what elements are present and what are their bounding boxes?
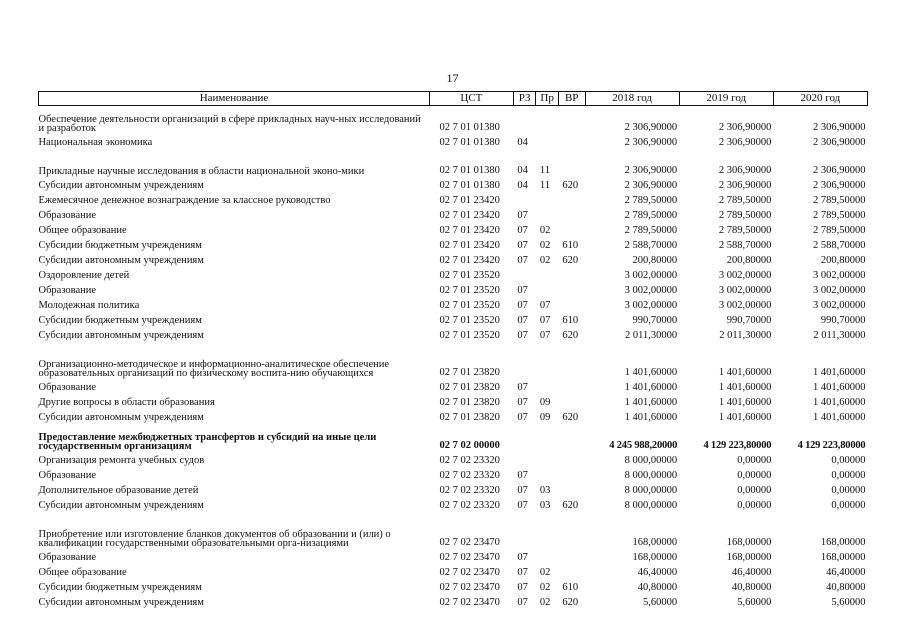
cell-y2018: 168,00000 bbox=[632, 537, 678, 548]
cell-vr bbox=[558, 106, 585, 134]
cell-vr bbox=[558, 394, 585, 409]
cell-name: Прикладные научные исследования в области национальной эконо-мики bbox=[38, 166, 365, 177]
cell-vr bbox=[558, 452, 585, 467]
cell-vr bbox=[558, 297, 585, 312]
cell-y2018: 2 789,50000 bbox=[624, 225, 678, 236]
header-name: Наименование bbox=[39, 92, 430, 106]
cell-cst: 02 7 02 23470 bbox=[439, 597, 500, 608]
table-row bbox=[39, 579, 868, 594]
header-2018: 2018 год bbox=[585, 92, 679, 106]
cell-cst: 02 7 01 23420 bbox=[439, 210, 500, 221]
cell-vr bbox=[558, 342, 585, 379]
cell-y2020: 200,80000 bbox=[820, 255, 866, 266]
cell-pr: 02 bbox=[539, 597, 551, 608]
cell-y2020: 40,80000 bbox=[826, 582, 866, 593]
cell-y2018: 2 011,30000 bbox=[625, 330, 678, 341]
cell-y2019: 2 011,30000 bbox=[719, 330, 772, 341]
cell-rz bbox=[513, 267, 536, 282]
cell-pr: 02 bbox=[539, 240, 551, 251]
cell-name: Общее образование bbox=[38, 567, 127, 578]
cell-rz: 07 bbox=[517, 285, 528, 296]
cell-rz: 07 bbox=[517, 412, 528, 423]
cell-cst: 02 7 01 23520 bbox=[439, 270, 500, 281]
cell-y2018: 40,80000 bbox=[637, 582, 678, 593]
table-row bbox=[39, 106, 868, 134]
cell-rz: 04 bbox=[517, 137, 528, 148]
table-row bbox=[39, 297, 868, 312]
cell-y2018: 1 401,60000 bbox=[624, 397, 678, 408]
cell-y2018: 8 000,00000 bbox=[624, 470, 678, 481]
cell-y2020: 1 401,60000 bbox=[813, 412, 866, 423]
cell-pr: 02 bbox=[539, 225, 551, 236]
cell-y2019: 3 002,00000 bbox=[718, 285, 772, 296]
cell-y2019: 2 306,90000 bbox=[718, 180, 772, 191]
cell-name: Субсидии бюджетным учреждениям bbox=[38, 582, 202, 593]
cell-name: Другие вопросы в области образования bbox=[38, 397, 215, 408]
cell-y2018: 2 306,90000 bbox=[624, 165, 678, 176]
cell-pr bbox=[536, 467, 559, 482]
cell-vr: 610 bbox=[562, 240, 579, 251]
cell-y2018: 4 245 988,20000 bbox=[609, 440, 678, 451]
cell-y2019: 1 401,60000 bbox=[718, 382, 772, 393]
cell-y2018: 2 588,70000 bbox=[624, 240, 678, 251]
cell-name: Общее образование bbox=[38, 225, 127, 236]
cell-vr bbox=[558, 482, 585, 497]
cell-y2019: 3 002,00000 bbox=[718, 270, 772, 281]
cell-y2020: 2 011,30000 bbox=[813, 330, 866, 341]
page-number: 17 bbox=[446, 71, 459, 85]
cell-y2020: 2 789,50000 bbox=[813, 195, 866, 206]
cell-y2019: 2 588,70000 bbox=[718, 240, 772, 251]
table-row bbox=[39, 134, 868, 149]
cell-cst: 02 7 01 23520 bbox=[439, 300, 500, 311]
cell-y2020: 3 002,00000 bbox=[813, 285, 866, 296]
cell-y2020: 3 002,00000 bbox=[813, 270, 866, 281]
cell-cst: 02 7 01 23520 bbox=[439, 315, 500, 326]
cell-y2020: 0,00000 bbox=[831, 500, 866, 511]
cell-y2019: 2 306,90000 bbox=[718, 165, 772, 176]
cell-y2019: 1 401,60000 bbox=[718, 397, 772, 408]
cell-y2019: 2 789,50000 bbox=[718, 195, 772, 206]
cell-pr bbox=[536, 267, 559, 282]
cell-vr bbox=[558, 564, 585, 579]
cell-vr bbox=[558, 192, 585, 207]
cell-pr: 02 bbox=[539, 567, 551, 578]
cell-y2018: 1 401,60000 bbox=[624, 412, 678, 423]
table-row bbox=[39, 252, 868, 267]
cell-y2018: 3 002,00000 bbox=[624, 270, 678, 281]
cell-y2019: 990,70000 bbox=[726, 315, 772, 326]
cell-y2019: 3 002,00000 bbox=[718, 300, 772, 311]
cell-rz: 07 bbox=[517, 382, 528, 393]
cell-pr: 09 bbox=[539, 412, 551, 423]
cell-cst: 02 7 01 23820 bbox=[439, 367, 500, 378]
table-header-row bbox=[39, 92, 868, 106]
cell-pr: 07 bbox=[539, 300, 551, 311]
cell-rz: 07 bbox=[517, 255, 528, 266]
cell-rz bbox=[513, 192, 536, 207]
cell-rz: 07 bbox=[517, 597, 528, 608]
header-pr: Пр bbox=[536, 92, 559, 106]
cell-rz bbox=[513, 342, 536, 379]
cell-y2018: 8 000,00000 bbox=[624, 455, 678, 466]
cell-y2019: 4 129 223,80000 bbox=[703, 440, 772, 451]
cell-y2020: 2 789,50000 bbox=[813, 210, 866, 221]
cell-rz: 07 bbox=[517, 500, 528, 511]
cell-cst: 02 7 01 23420 bbox=[439, 240, 500, 251]
cell-rz bbox=[513, 452, 536, 467]
table-row bbox=[39, 424, 868, 452]
cell-cst: 02 7 01 23420 bbox=[439, 255, 500, 266]
cell-pr bbox=[536, 207, 559, 222]
cell-name: Организация ремонта учебных судов bbox=[38, 455, 205, 466]
cell-y2018: 8 000,00000 bbox=[624, 500, 678, 511]
cell-y2020: 1 401,60000 bbox=[813, 367, 866, 378]
cell-y2020: 0,00000 bbox=[831, 485, 866, 496]
cell-rz: 07 bbox=[517, 315, 528, 326]
cell-name: Субсидии автономным учреждениям bbox=[38, 180, 204, 191]
cell-vr: 620 bbox=[562, 180, 579, 191]
cell-y2018: 2 306,90000 bbox=[624, 180, 678, 191]
cell-pr bbox=[536, 512, 559, 549]
cell-name: Образование bbox=[38, 285, 97, 296]
cell-y2020: 2 306,90000 bbox=[813, 122, 866, 133]
cell-pr bbox=[536, 342, 559, 379]
cell-cst: 02 7 01 23520 bbox=[439, 330, 500, 341]
cell-name: Субсидии автономным учреждениям bbox=[38, 597, 204, 608]
cell-y2019: 0,00000 bbox=[737, 485, 772, 496]
cell-name: Дополнительное образование детей bbox=[38, 485, 199, 496]
header-cst: ЦСТ bbox=[429, 92, 513, 106]
cell-name: Образование bbox=[38, 382, 97, 393]
cell-y2019: 168,00000 bbox=[726, 552, 772, 563]
cell-name: Обеспечение деятельности организаций в сфере прикладных науч-ных исследований и разработок bbox=[38, 113, 421, 134]
table-row bbox=[39, 327, 868, 342]
cell-y2020: 2 588,70000 bbox=[813, 240, 866, 251]
cell-y2018: 3 002,00000 bbox=[624, 300, 678, 311]
table-row bbox=[39, 467, 868, 482]
cell-vr bbox=[558, 467, 585, 482]
cell-y2020: 2 306,90000 bbox=[813, 137, 866, 148]
cell-name: Приобретение или изготовление бланков документов об образовании и (или) о квалификации государственными образовательными орга-низациями bbox=[38, 528, 391, 549]
cell-cst: 02 7 01 01380 bbox=[439, 137, 500, 148]
cell-rz: 07 bbox=[517, 397, 528, 408]
cell-name: Субсидии автономным учреждениям bbox=[38, 255, 204, 266]
cell-y2019: 1 401,60000 bbox=[718, 412, 772, 423]
cell-pr: 11 bbox=[539, 180, 551, 191]
cell-y2018: 2 306,90000 bbox=[624, 137, 678, 148]
cell-rz bbox=[513, 424, 536, 452]
cell-y2019: 0,00000 bbox=[737, 500, 772, 511]
table-row bbox=[39, 497, 868, 512]
cell-y2020: 4 129 223,80000 bbox=[797, 440, 866, 451]
cell-name: Национальная экономика bbox=[38, 137, 153, 148]
cell-rz: 07 bbox=[517, 330, 528, 341]
cell-pr bbox=[536, 106, 559, 134]
cell-y2019: 0,00000 bbox=[737, 470, 772, 481]
cell-y2019: 2 789,50000 bbox=[718, 225, 772, 236]
cell-vr: 620 bbox=[562, 597, 579, 608]
cell-y2018: 2 789,50000 bbox=[624, 210, 678, 221]
cell-y2018: 990,70000 bbox=[632, 315, 678, 326]
table-row bbox=[39, 267, 868, 282]
table-row bbox=[39, 207, 868, 222]
cell-cst: 02 7 02 23470 bbox=[439, 552, 500, 563]
cell-pr: 03 bbox=[539, 500, 551, 511]
cell-rz: 04 bbox=[517, 165, 528, 176]
cell-cst: 02 7 01 23820 bbox=[439, 382, 500, 393]
header-rz: РЗ bbox=[513, 92, 536, 106]
cell-y2020: 168,00000 bbox=[820, 552, 866, 563]
cell-y2020: 0,00000 bbox=[831, 455, 866, 466]
cell-cst: 02 7 02 00000 bbox=[439, 440, 500, 451]
cell-name: Образование bbox=[38, 470, 97, 481]
cell-pr bbox=[536, 452, 559, 467]
cell-name: Организационно-методическое и информационно-аналитическое обеспечение образовательных организаций по физическому воспита-нию обучающихся bbox=[38, 358, 389, 379]
cell-pr bbox=[536, 549, 559, 564]
cell-name: Образование bbox=[38, 552, 97, 563]
cell-name: Оздоровление детей bbox=[38, 270, 130, 281]
cell-vr bbox=[558, 267, 585, 282]
cell-cst: 02 7 01 23420 bbox=[439, 195, 500, 206]
cell-y2018: 46,40000 bbox=[637, 567, 678, 578]
cell-vr: 620 bbox=[562, 330, 579, 341]
cell-pr bbox=[536, 379, 559, 394]
table-row bbox=[39, 237, 868, 252]
cell-vr bbox=[558, 549, 585, 564]
cell-rz: 07 bbox=[517, 470, 528, 481]
cell-name: Предоставление межбюджетных трансфертов и субсидий на иные цели государственным организациям bbox=[38, 431, 377, 452]
cell-y2018: 3 002,00000 bbox=[624, 285, 678, 296]
cell-cst: 02 7 01 01380 bbox=[439, 122, 500, 133]
table-row bbox=[39, 594, 868, 609]
table-row bbox=[39, 149, 868, 177]
cell-y2019: 200,80000 bbox=[726, 255, 772, 266]
cell-name: Образование bbox=[38, 210, 97, 221]
cell-cst: 02 7 01 01380 bbox=[439, 165, 500, 176]
cell-pr: 07 bbox=[539, 330, 551, 341]
table-row bbox=[39, 312, 868, 327]
table-row bbox=[39, 192, 868, 207]
cell-cst: 02 7 01 23520 bbox=[439, 285, 500, 296]
cell-y2020: 46,40000 bbox=[826, 567, 866, 578]
cell-name: Молодежная политика bbox=[38, 300, 140, 311]
cell-vr bbox=[558, 379, 585, 394]
cell-pr: 07 bbox=[539, 315, 551, 326]
cell-y2019: 0,00000 bbox=[737, 455, 772, 466]
cell-cst: 02 7 02 23320 bbox=[439, 455, 500, 466]
cell-y2019: 2 306,90000 bbox=[718, 122, 772, 133]
cell-pr: 11 bbox=[539, 165, 551, 176]
cell-vr bbox=[558, 282, 585, 297]
cell-y2018: 2 789,50000 bbox=[624, 195, 678, 206]
cell-y2019: 46,40000 bbox=[731, 567, 772, 578]
cell-cst: 02 7 02 23320 bbox=[439, 470, 500, 481]
cell-pr bbox=[536, 134, 559, 149]
cell-rz: 07 bbox=[517, 210, 528, 221]
cell-pr: 03 bbox=[539, 485, 551, 496]
cell-pr bbox=[536, 192, 559, 207]
cell-y2020: 1 401,60000 bbox=[813, 382, 866, 393]
cell-cst: 02 7 01 01380 bbox=[439, 180, 500, 191]
cell-rz: 07 bbox=[517, 300, 528, 311]
cell-vr: 620 bbox=[562, 500, 579, 511]
cell-vr: 610 bbox=[562, 315, 579, 326]
cell-y2020: 168,00000 bbox=[820, 537, 866, 548]
cell-rz: 07 bbox=[517, 485, 528, 496]
cell-y2019: 2 789,50000 bbox=[718, 210, 772, 221]
table-row bbox=[39, 222, 868, 237]
cell-y2018: 168,00000 bbox=[632, 552, 678, 563]
cell-cst: 02 7 01 23820 bbox=[439, 397, 500, 408]
table-row bbox=[39, 452, 868, 467]
cell-rz: 07 bbox=[517, 582, 528, 593]
table-row bbox=[39, 482, 868, 497]
cell-y2019: 40,80000 bbox=[731, 582, 772, 593]
cell-rz bbox=[513, 512, 536, 549]
cell-y2018: 1 401,60000 bbox=[624, 367, 678, 378]
cell-cst: 02 7 02 23470 bbox=[439, 567, 500, 578]
cell-cst: 02 7 01 23820 bbox=[439, 412, 500, 423]
cell-y2019: 2 306,90000 bbox=[718, 137, 772, 148]
cell-y2020: 2 789,50000 bbox=[813, 225, 866, 236]
cell-cst: 02 7 02 23320 bbox=[439, 500, 500, 511]
cell-cst: 02 7 02 23470 bbox=[439, 537, 500, 548]
cell-y2018: 5,60000 bbox=[643, 597, 678, 608]
cell-vr: 610 bbox=[562, 582, 579, 593]
cell-y2019: 5,60000 bbox=[737, 597, 772, 608]
cell-name: Субсидии автономным учреждениям bbox=[38, 412, 204, 423]
cell-vr bbox=[558, 424, 585, 452]
cell-name: Субсидии бюджетным учреждениям bbox=[38, 315, 202, 326]
table-body bbox=[39, 106, 868, 609]
cell-cst: 02 7 02 23470 bbox=[439, 582, 500, 593]
cell-rz: 07 bbox=[517, 552, 528, 563]
table-row bbox=[39, 409, 868, 424]
cell-y2020: 5,60000 bbox=[831, 597, 866, 608]
cell-vr: 620 bbox=[562, 255, 579, 266]
table-row bbox=[39, 564, 868, 579]
cell-cst: 02 7 01 23420 bbox=[439, 225, 500, 236]
table-row bbox=[39, 394, 868, 409]
cell-cst: 02 7 02 23320 bbox=[439, 485, 500, 496]
cell-y2020: 2 306,90000 bbox=[813, 165, 866, 176]
cell-y2020: 1 401,60000 bbox=[813, 397, 866, 408]
cell-rz bbox=[513, 106, 536, 134]
cell-vr bbox=[558, 512, 585, 549]
table-row bbox=[39, 342, 868, 379]
table-row bbox=[39, 549, 868, 564]
header-2020: 2020 год bbox=[773, 92, 867, 106]
cell-name: Субсидии автономным учреждениям bbox=[38, 330, 204, 341]
cell-vr bbox=[558, 134, 585, 149]
cell-pr: 02 bbox=[539, 255, 551, 266]
cell-rz: 07 bbox=[517, 567, 528, 578]
cell-y2020: 3 002,00000 bbox=[813, 300, 866, 311]
cell-y2018: 1 401,60000 bbox=[624, 382, 678, 393]
cell-y2019: 168,00000 bbox=[726, 537, 772, 548]
cell-pr bbox=[536, 282, 559, 297]
table-row bbox=[39, 177, 868, 192]
cell-y2020: 2 306,90000 bbox=[813, 180, 866, 191]
budget-table bbox=[38, 91, 868, 609]
cell-pr: 09 bbox=[539, 397, 551, 408]
cell-y2019: 1 401,60000 bbox=[718, 367, 772, 378]
cell-name: Субсидии автономным учреждениям bbox=[38, 500, 204, 511]
cell-vr bbox=[558, 222, 585, 237]
cell-rz: 07 bbox=[517, 225, 528, 236]
table-row bbox=[39, 379, 868, 394]
table-row bbox=[39, 512, 868, 549]
cell-rz: 04 bbox=[517, 180, 528, 191]
header-2019: 2019 год bbox=[679, 92, 773, 106]
cell-pr bbox=[536, 424, 559, 452]
cell-pr: 02 bbox=[539, 582, 551, 593]
header-vr: ВР bbox=[558, 92, 585, 106]
cell-vr bbox=[558, 149, 585, 177]
cell-y2018: 8 000,00000 bbox=[624, 485, 678, 496]
cell-y2018: 2 306,90000 bbox=[624, 122, 678, 133]
table-row bbox=[39, 282, 868, 297]
cell-y2020: 990,70000 bbox=[820, 315, 866, 326]
cell-rz: 07 bbox=[517, 240, 528, 251]
cell-name: Субсидии бюджетным учреждениям bbox=[38, 240, 202, 251]
cell-vr bbox=[558, 207, 585, 222]
cell-name: Ежемесячное денежное вознаграждение за классное руководство bbox=[38, 195, 331, 206]
cell-vr: 620 bbox=[562, 412, 579, 423]
cell-y2020: 0,00000 bbox=[831, 470, 866, 481]
cell-y2018: 200,80000 bbox=[632, 255, 678, 266]
